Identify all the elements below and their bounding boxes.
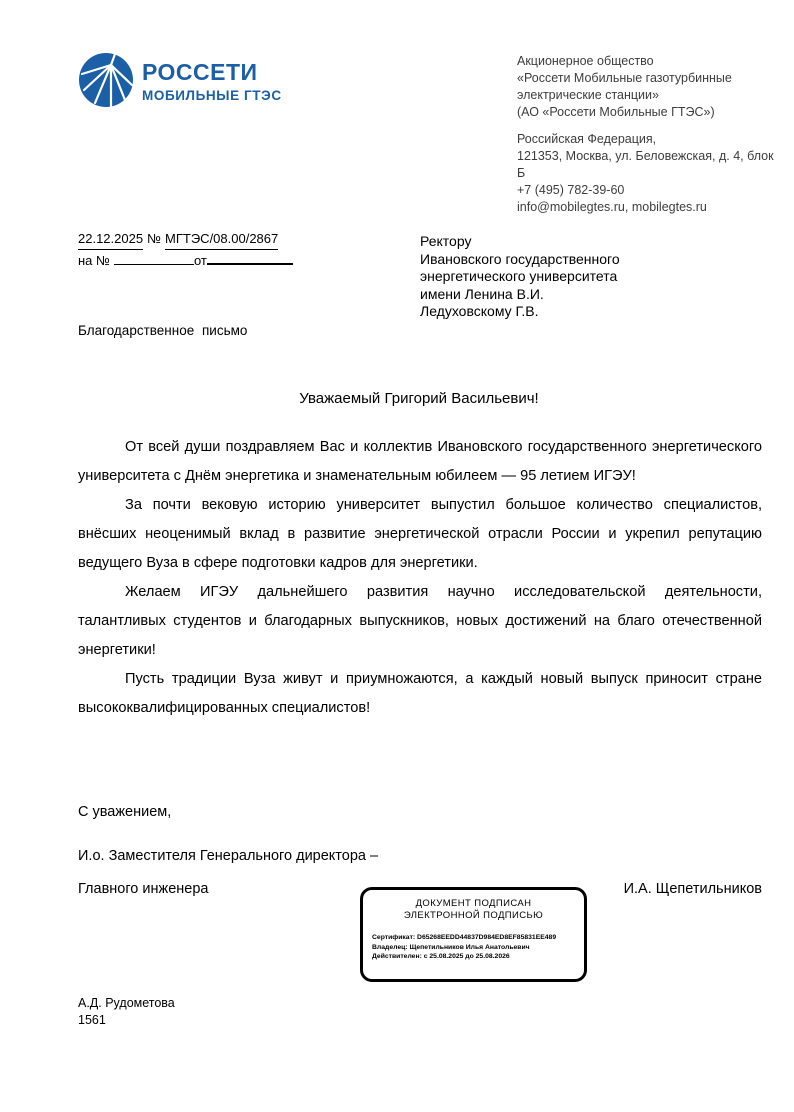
contact-line: +7 (495) 782-39-60 — [517, 183, 625, 197]
addressee-line: Ивановского государственного — [420, 250, 620, 267]
signer-position-line1: И.о. Заместителя Генерального директора – — [78, 848, 379, 864]
number-sign: № — [147, 231, 162, 246]
stamp-certificate: Сертификат: D65268EEDD44837D984ED8EF85831EE489 — [372, 934, 557, 941]
stamp-validity: Действителен: с 25.08.2025 до 25.08.2026 — [372, 953, 510, 961]
reply-date-blank — [207, 250, 293, 265]
body-paragraph: Пусть традиции Вуза живут и приумножаются, а каждый новый выпуск приносит стране высококвалифицированных специалистов! — [78, 671, 762, 716]
contact-line: 121353, Москва, ул. Беловежская, д. 4, блок Б — [517, 149, 774, 180]
addressee-line: энергетического университета — [420, 268, 618, 284]
reply-label: на № — [78, 253, 110, 268]
addressee-line: Ледуховскому Г.В. — [420, 303, 539, 319]
outgoing-number-row — [78, 230, 293, 250]
org-line: электрические станции» — [517, 88, 659, 102]
stamp-details — [363, 933, 584, 962]
body-paragraph: За почти вековую историю университет выпустил большое количество специалистов, внёсших неоценимый вклад в развитие энергетической отрасли России и укрепил репутацию ведущего Вуза в сфере подготовки кадров для энергетики. — [78, 497, 762, 571]
letter-date: 22.12.2025 — [78, 230, 143, 250]
incoming-number-row — [78, 250, 293, 270]
company-logo — [78, 52, 282, 108]
stamp-title-line: ЭЛЕКТРОННОЙ ПОДПИСЬЮ — [403, 910, 544, 921]
reply-number-blank — [114, 251, 194, 265]
closing-regards: С уважением, — [78, 804, 172, 820]
logo-brand: РОССЕТИ — [142, 59, 258, 85]
body-paragraph: Желаем ИГЭУ дальнейшего развития научно исследовательской деятельности, талантливых студентов и благодарных выпускников, новых достижений на благо отечественной энергетики! — [78, 584, 762, 658]
addressee-block — [420, 233, 620, 321]
contact-line: Российская Федерация, — [517, 132, 657, 146]
addressee-line: имени Ленина В.И. — [420, 285, 544, 302]
stamp-title — [363, 898, 584, 922]
org-line: «Россети Мобильные газотурбинные — [517, 71, 732, 85]
org-name-block — [517, 53, 782, 121]
contact-line: info@mobilegtes.ru, mobilegtes.ru — [517, 200, 707, 214]
org-line: (АО «Россети Мобильные ГТЭС») — [517, 105, 715, 119]
stamp-owner: Владелец: Щепетильников Илья Анатольевич — [372, 943, 530, 951]
letter-subject: Благодарственное письмо — [78, 323, 248, 338]
signer-name: И.А. Щепетильников — [623, 881, 762, 897]
letter-number: МГТЭС/08.00/2867 — [165, 230, 278, 250]
logo-text — [142, 52, 282, 104]
signer-position-line2: Главного инженера — [78, 881, 209, 897]
from-label: от — [193, 253, 207, 268]
salutation: Уважаемый Григорий Васильевич! — [299, 390, 539, 407]
org-contact-block — [517, 131, 782, 216]
electronic-signature-stamp — [360, 887, 587, 982]
addressee-line: Ректору — [420, 233, 472, 249]
letterhead-info — [517, 53, 782, 226]
body-paragraph: От всей души поздравляем Вас и коллектив Ивановского государственного энергетического университета с Днём энергетика и знаменательным юбилеем — 95 летием ИГЭУ! — [78, 439, 762, 484]
executor-name: А.Д. Рудометова — [78, 996, 175, 1010]
executor-block — [78, 995, 175, 1028]
logo-subtitle: МОБИЛЬНЫЕ ГТЭС — [142, 88, 282, 103]
reference-block — [78, 230, 293, 270]
rosseti-globe-icon — [78, 52, 134, 108]
stamp-title-line: ДОКУМЕНТ ПОДПИСАН — [415, 898, 532, 909]
executor-phone: 1561 — [78, 1012, 106, 1027]
org-line: Акционерное общество — [517, 54, 654, 68]
letter-body — [78, 433, 762, 723]
